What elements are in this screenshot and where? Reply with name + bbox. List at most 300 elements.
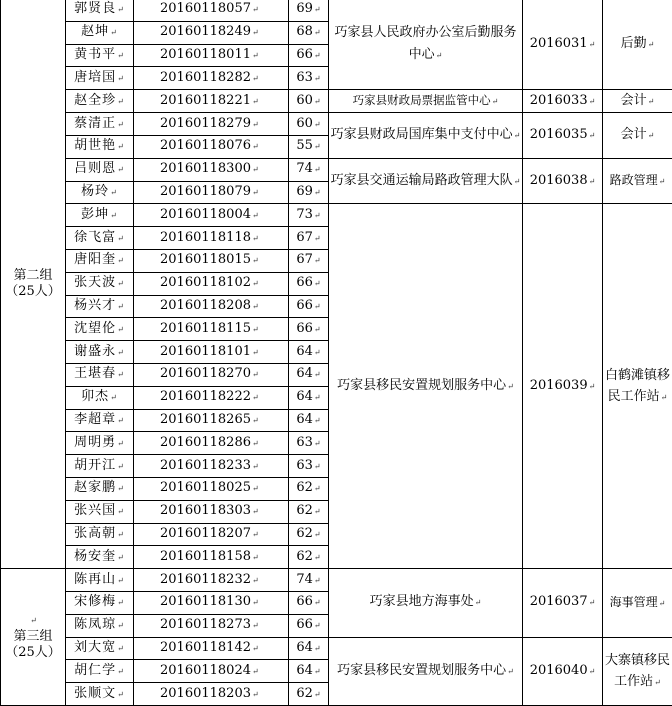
candidate-score-text: 62	[296, 549, 313, 564]
post-code	[523, 569, 603, 637]
candidate-id	[134, 363, 289, 386]
candidate-name	[66, 477, 134, 500]
candidate-id	[134, 0, 289, 21]
candidate-name-text: 胡仁学	[74, 663, 116, 678]
candidate-id	[134, 158, 289, 181]
candidate-name	[66, 569, 134, 592]
candidate-score	[289, 295, 329, 318]
candidate-id	[134, 546, 289, 569]
candidate-score-text: 64	[296, 663, 313, 678]
paragraph-mark-icon: ↵	[252, 690, 259, 699]
paragraph-mark-icon: ↵	[252, 256, 259, 265]
candidate-id	[134, 67, 289, 90]
candidate-score	[289, 363, 329, 386]
candidate-score-text: 69	[296, 184, 313, 199]
candidate-score-text: 67	[296, 252, 313, 267]
paragraph-mark-icon: ↵	[252, 142, 259, 151]
candidate-id	[134, 135, 289, 158]
candidate-name	[66, 500, 134, 523]
post-name	[603, 204, 672, 569]
candidate-score-text: 66	[296, 47, 313, 62]
candidate-id	[134, 181, 289, 204]
candidate-score-text: 64	[296, 389, 313, 404]
candidate-name	[66, 432, 134, 455]
paragraph-mark-icon: ↵	[252, 325, 259, 334]
candidate-id-text: 20160118057	[160, 1, 251, 16]
unit-name-text: 巧家县地方海事处	[370, 594, 474, 609]
candidate-id-text: 20160118130	[160, 594, 251, 609]
candidate-name	[66, 135, 134, 158]
candidate-name-text: 赵全珍	[74, 93, 116, 108]
paragraph-mark-icon: ↵	[648, 40, 655, 49]
candidate-id	[134, 90, 289, 113]
paragraph-mark-icon: ↵	[117, 621, 125, 630]
paragraph-mark-icon: ↵	[117, 348, 125, 357]
candidate-name	[66, 409, 134, 432]
candidate-name	[66, 523, 134, 546]
paragraph-mark-icon: ↵	[589, 131, 596, 140]
candidate-name	[66, 637, 134, 660]
group-title: 第二组	[1, 268, 65, 284]
paragraph-mark-icon: ↵	[507, 382, 514, 391]
candidate-score	[289, 614, 329, 637]
candidate-name	[66, 455, 134, 478]
candidate-score	[289, 637, 329, 660]
candidate-name-text: 张天波	[74, 275, 116, 290]
paragraph-mark-icon: ↵	[117, 165, 125, 174]
candidate-score	[289, 113, 329, 136]
candidate-id	[134, 227, 289, 250]
candidate-id	[134, 318, 289, 341]
candidate-name-text: 杨兴才	[74, 298, 116, 313]
candidate-score	[289, 660, 329, 683]
candidate-score	[289, 318, 329, 341]
candidate-name	[66, 660, 134, 683]
candidate-score	[289, 683, 329, 706]
candidate-id	[134, 409, 289, 432]
paragraph-mark-icon: ↵	[661, 393, 668, 402]
candidate-score-text: 68	[296, 24, 313, 39]
paragraph-mark-icon: ↵	[648, 131, 655, 140]
candidate-score-text: 55	[296, 138, 313, 153]
candidate-name-text: 黄书平	[74, 47, 116, 62]
candidate-id-text: 20160118076	[160, 138, 251, 153]
candidate-score	[289, 135, 329, 158]
candidate-name-text: 刘大宽	[74, 640, 116, 655]
candidate-name	[66, 113, 134, 136]
candidate-id-text: 20160118079	[160, 184, 251, 199]
candidate-id-text: 20160118101	[160, 344, 251, 359]
candidate-id	[134, 272, 289, 295]
candidate-score-text: 60	[296, 116, 313, 131]
candidate-score-text: 64	[296, 412, 313, 427]
candidate-id	[134, 660, 289, 683]
candidate-name	[66, 181, 134, 204]
paragraph-mark-icon: ↵	[314, 393, 321, 402]
candidate-name-text: 张高朝	[74, 526, 116, 541]
candidate-name	[66, 0, 134, 21]
candidate-score	[289, 21, 329, 44]
paragraph-mark-icon: ↵	[654, 678, 661, 687]
unit-name-text: 巧家县财政局票据监管中心	[353, 93, 491, 107]
paragraph-mark-icon: ↵	[252, 279, 259, 288]
group-title: 第三组	[1, 629, 65, 645]
candidate-id-text: 20160118300	[160, 161, 251, 176]
paragraph-mark-icon: ↵	[314, 690, 321, 699]
candidate-id	[134, 683, 289, 706]
post-name-text: 会计	[621, 93, 647, 108]
paragraph-mark-icon: ↵	[314, 279, 321, 288]
candidate-name	[66, 341, 134, 364]
candidate-name-text: 赵家鹏	[74, 480, 116, 495]
paragraph-mark-icon: ↵	[252, 439, 259, 448]
candidate-name	[66, 591, 134, 614]
candidate-score-text: 62	[296, 686, 313, 701]
candidate-score-text: 62	[296, 526, 313, 541]
candidate-id-text: 20160118232	[160, 572, 251, 587]
candidate-name-text: 吕则恩	[74, 161, 116, 176]
candidate-name	[66, 272, 134, 295]
paragraph-mark-icon: ↵	[314, 439, 321, 448]
candidate-name	[66, 546, 134, 569]
unit-name	[329, 569, 523, 637]
paragraph-mark-icon: ↵	[252, 74, 259, 83]
candidate-name	[66, 683, 134, 706]
paragraph-mark-icon: ↵	[252, 5, 259, 14]
paragraph-mark-icon: ↵	[314, 234, 321, 243]
candidate-score-text: 66	[296, 594, 313, 609]
paragraph-mark-icon: ↵	[314, 644, 321, 653]
paragraph-mark-icon: ↵	[589, 667, 596, 676]
candidate-score	[289, 44, 329, 67]
candidate-id	[134, 204, 289, 227]
candidate-id	[134, 386, 289, 409]
post-code-text: 2016037	[530, 594, 588, 609]
paragraph-mark-icon: ↵	[514, 177, 521, 186]
paragraph-mark-icon: ↵	[507, 667, 514, 676]
candidate-name-text: 胡世艳	[74, 138, 116, 153]
paragraph-mark-icon: ↵	[252, 416, 259, 425]
post-name-text: 大寨镇移民工作站	[605, 653, 670, 689]
candidate-name-text: 彭坤	[81, 207, 109, 222]
unit-name	[329, 204, 523, 569]
post-name-text: 会计	[621, 127, 647, 142]
paragraph-mark-icon: ↵	[252, 188, 259, 197]
candidate-score	[289, 386, 329, 409]
table-row	[1, 0, 672, 21]
post-name	[603, 113, 672, 159]
paragraph-mark-icon: ↵	[252, 530, 259, 539]
candidate-id-text: 20160118025	[160, 480, 251, 495]
paragraph-mark-icon: ↵	[117, 507, 125, 516]
candidate-id-text: 20160118270	[160, 366, 251, 381]
paragraph-mark-icon: ↵	[252, 644, 259, 653]
paragraph-mark-icon: ↵	[589, 97, 596, 106]
paragraph-mark-icon: ↵	[659, 177, 666, 186]
candidate-name-text: 沈望伦	[74, 321, 116, 336]
paragraph-mark-icon: ↵	[252, 165, 259, 174]
paragraph-mark-icon: ↵	[314, 165, 321, 174]
paragraph-mark-icon: ↵	[252, 120, 259, 129]
post-code	[523, 113, 603, 159]
paragraph-mark-icon: ↵	[117, 690, 125, 699]
paragraph-mark-icon: ↵	[314, 462, 321, 471]
candidate-name	[66, 249, 134, 272]
candidate-name	[66, 386, 134, 409]
unit-name-text: 巧家县交通运输局路政管理大队	[331, 173, 513, 188]
paragraph-mark-icon: ↵	[117, 598, 125, 607]
candidate-name	[66, 67, 134, 90]
group-count: （25人）	[1, 284, 65, 300]
candidate-id	[134, 432, 289, 455]
candidate-name-text: 赵坤	[81, 24, 109, 39]
table-row	[1, 204, 672, 227]
post-name	[603, 90, 672, 113]
candidate-score	[289, 158, 329, 181]
candidate-id	[134, 500, 289, 523]
paragraph-mark-icon: ↵	[314, 256, 321, 265]
candidate-id-text: 20160118249	[160, 24, 251, 39]
paragraph-mark-icon: ↵	[252, 598, 259, 607]
candidate-name-text: 唐培国	[74, 70, 116, 85]
candidate-id-text: 20160118102	[160, 275, 251, 290]
paragraph-mark-icon: ↵	[252, 234, 259, 243]
candidate-id-text: 20160118303	[160, 503, 251, 518]
candidate-id	[134, 295, 289, 318]
candidate-name	[66, 614, 134, 637]
paragraph-mark-icon: ↵	[117, 530, 125, 539]
unit-name	[329, 90, 523, 113]
paragraph-mark-icon: ↵	[117, 325, 125, 334]
candidate-name	[66, 158, 134, 181]
candidate-score-text: 66	[296, 275, 313, 290]
unit-name	[329, 0, 523, 90]
candidate-id-text: 20160118115	[160, 321, 251, 336]
candidate-id-text: 20160118118	[160, 230, 251, 245]
paragraph-mark-icon: ↵	[314, 188, 321, 197]
paragraph-mark-icon: ↵	[314, 553, 321, 562]
candidate-name-text: 陈凤琼	[74, 617, 116, 632]
candidate-id-text: 20160118208	[160, 298, 251, 313]
paragraph-mark-icon: ↵	[648, 97, 655, 106]
table-row	[1, 90, 672, 113]
paragraph-mark-icon: ↵	[314, 74, 321, 83]
candidate-id-text: 20160118286	[160, 435, 251, 450]
paragraph-mark-icon: ↵	[252, 484, 259, 493]
candidate-name	[66, 227, 134, 250]
paragraph-mark-icon: ↵	[252, 393, 259, 402]
candidate-name-text: 张兴国	[74, 503, 116, 518]
paragraph-mark-icon: ↵	[314, 211, 321, 220]
post-name	[603, 637, 672, 705]
candidate-id-text: 20160118004	[160, 207, 251, 222]
candidate-score	[289, 249, 329, 272]
paragraph-mark-icon: ↵	[117, 302, 125, 311]
candidate-score-text: 64	[296, 344, 313, 359]
paragraph-mark-icon: ↵	[314, 416, 321, 425]
paragraph-mark-icon: ↵	[475, 598, 482, 607]
candidate-score-text: 67	[296, 230, 313, 245]
candidate-score-text: 62	[296, 503, 313, 518]
post-code-text: 2016039	[530, 378, 588, 393]
unit-name-text: 巧家县财政局国库集中支付中心	[331, 127, 513, 142]
unit-name	[329, 158, 523, 204]
paragraph-mark-icon: ↵	[436, 51, 443, 60]
post-code	[523, 90, 603, 113]
candidate-name-text: 张顺文	[74, 686, 116, 701]
candidate-score	[289, 90, 329, 113]
candidate-id	[134, 591, 289, 614]
candidate-id-text: 20160118024	[160, 663, 251, 678]
candidate-score-text: 73	[296, 207, 313, 222]
post-name	[603, 569, 672, 637]
candidate-id-text: 20160118282	[160, 70, 251, 85]
paragraph-mark-icon: ↵	[110, 188, 118, 197]
candidate-score-text: 63	[296, 70, 313, 85]
candidate-id-text: 20160118233	[160, 458, 251, 473]
paragraph-mark-icon: ↵	[117, 256, 125, 265]
post-code	[523, 637, 603, 705]
candidate-name-text: 杨安奎	[74, 549, 116, 564]
candidate-name-text: 蔡清正	[74, 116, 116, 131]
candidate-name-text: 杨玲	[81, 184, 109, 199]
candidate-id	[134, 523, 289, 546]
candidate-name	[66, 90, 134, 113]
paragraph-mark-icon: ↵	[314, 348, 321, 357]
paragraph-mark-icon: ↵	[514, 131, 521, 140]
paragraph-mark-icon: ↵	[252, 51, 259, 60]
group-cell	[1, 0, 66, 569]
candidate-score-text: 64	[296, 366, 313, 381]
paragraph-mark-icon: ↵	[252, 370, 259, 379]
candidate-name	[66, 21, 134, 44]
candidate-score-text: 60	[296, 93, 313, 108]
post-code-text: 2016038	[530, 173, 588, 188]
post-name-text: 白鹤滩镇移民工作站	[605, 368, 670, 404]
candidate-score-text: 66	[296, 617, 313, 632]
candidate-name	[66, 44, 134, 67]
table-row	[1, 569, 672, 592]
candidate-score	[289, 523, 329, 546]
candidate-id	[134, 113, 289, 136]
candidate-score	[289, 409, 329, 432]
paragraph-mark-icon: ↵	[252, 97, 259, 106]
paragraph-mark-icon: ↵	[252, 211, 259, 220]
candidate-score-text: 62	[296, 480, 313, 495]
paragraph-mark-icon: ↵	[314, 325, 321, 334]
post-code	[523, 204, 603, 569]
candidate-score	[289, 569, 329, 592]
paragraph-mark-icon: ↵	[117, 553, 125, 562]
paragraph-mark-icon: ↵	[314, 507, 321, 516]
candidate-id-text: 20160118279	[160, 116, 251, 131]
candidate-id-text: 20160118221	[160, 93, 251, 108]
paragraph-mark-icon: ↵	[117, 120, 125, 129]
paragraph-mark-icon: ↵	[117, 439, 125, 448]
paragraph-mark-icon: ↵	[252, 621, 259, 630]
paragraph-mark-icon: ↵	[117, 370, 125, 379]
candidate-id-text: 20160118203	[160, 686, 251, 701]
paragraph-mark-icon: ↵	[117, 5, 125, 14]
candidate-id-text: 20160118015	[160, 252, 251, 267]
group-count: （25人）	[1, 645, 65, 661]
post-name	[603, 158, 672, 204]
candidate-name-text: 唐阳奎	[74, 252, 116, 267]
candidate-score-text: 63	[296, 435, 313, 450]
unit-name	[329, 637, 523, 705]
paragraph-mark-icon: ↵	[117, 234, 125, 243]
paragraph-mark-icon: ↵	[117, 142, 125, 151]
candidate-id	[134, 341, 289, 364]
candidate-name-text: 王堪春	[74, 366, 116, 381]
candidate-id	[134, 569, 289, 592]
post-code-text: 2016040	[530, 663, 588, 678]
candidate-score	[289, 227, 329, 250]
paragraph-mark-icon: ↵	[589, 382, 596, 391]
post-name-text: 后勤	[621, 36, 647, 51]
table-row	[1, 637, 672, 660]
paragraph-mark-icon: ↵	[314, 142, 321, 151]
candidate-score	[289, 67, 329, 90]
post-code-text: 2016035	[530, 127, 588, 142]
paragraph-mark-icon: ↵	[314, 576, 321, 585]
paragraph-mark-icon: ↵	[589, 40, 596, 49]
candidate-score	[289, 204, 329, 227]
table-row	[1, 113, 672, 136]
candidate-name-text: 郭贤良	[74, 1, 116, 16]
candidate-score-text: 74	[296, 572, 313, 587]
candidate-score-text: 66	[296, 321, 313, 336]
paragraph-mark-icon: ↵	[589, 598, 596, 607]
candidate-id-text: 20160118265	[160, 412, 251, 427]
paragraph-mark-icon: ↵	[117, 576, 125, 585]
candidate-score	[289, 272, 329, 295]
candidate-score	[289, 591, 329, 614]
candidate-name-text: 周明勇	[74, 435, 116, 450]
paragraph-mark-icon: ↵	[314, 51, 321, 60]
paragraph-mark-icon: ↵	[117, 667, 125, 676]
paragraph-mark-icon: ↵	[314, 120, 321, 129]
candidate-id	[134, 249, 289, 272]
candidate-name	[66, 363, 134, 386]
candidate-score	[289, 432, 329, 455]
results-table-body	[1, 0, 672, 705]
paragraph-mark-icon: ↵	[314, 530, 321, 539]
unit-name-text: 巧家县移民安置规划服务中心	[337, 378, 506, 393]
paragraph-mark-icon: ↵	[117, 416, 125, 425]
paragraph-mark-icon: ↵	[314, 667, 321, 676]
paragraph-mark-icon: ↵	[2, 613, 65, 629]
candidate-score-text: 69	[296, 1, 313, 16]
candidate-id-text: 20160118222	[160, 389, 251, 404]
paragraph-mark-icon: ↵	[659, 599, 666, 608]
paragraph-mark-icon: ↵	[252, 576, 259, 585]
candidate-id-text: 20160118142	[160, 640, 251, 655]
unit-name-text: 巧家县人民政府办公室后勤服务中心	[334, 25, 516, 62]
paragraph-mark-icon: ↵	[110, 393, 118, 402]
candidate-score	[289, 477, 329, 500]
paragraph-mark-icon: ↵	[117, 484, 125, 493]
paragraph-mark-icon: ↵	[314, 370, 321, 379]
post-name-text: 海事管理	[610, 595, 658, 609]
paragraph-mark-icon: ↵	[314, 97, 321, 106]
paragraph-mark-icon: ↵	[252, 348, 259, 357]
candidate-score-text: 63	[296, 458, 313, 473]
paragraph-mark-icon: ↵	[110, 28, 118, 37]
unit-name	[329, 113, 523, 159]
candidate-id-text: 20160118273	[160, 617, 251, 632]
paragraph-mark-icon: ↵	[252, 553, 259, 562]
